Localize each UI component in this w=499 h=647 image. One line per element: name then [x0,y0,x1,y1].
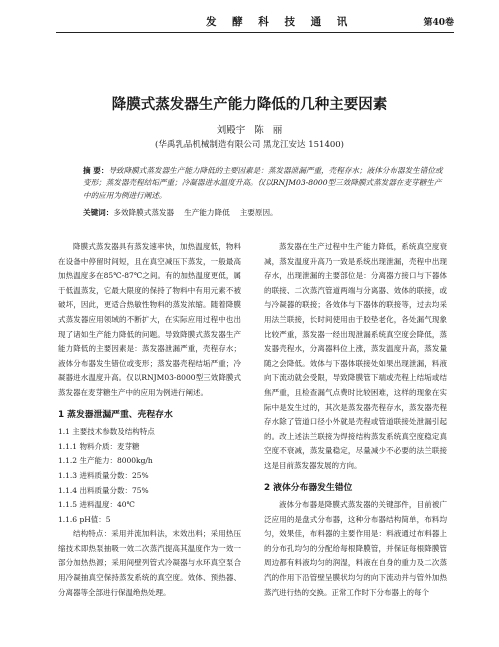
param-line: 1.1.2 生产能力：8000kg/h [58,456,153,466]
body-paragraph: 蒸发器在生产过程中生产能力降低，系统真空度衰减，蒸发温度升高乃一致是系统出现泄漏，壳程中出现存水，出现泄漏的主要部位是：分离器方接口与下器体的联接、二次蒸汽管道两端与分离器、效体的联接，或与冷凝器的联接；各效体与下器体的联接等，过去均采用法兰联接，长时间使用由于胶垫老化，各处漏气现象比较严重，蒸发器一经出现泄漏系统真空度会降低，蒸发器壳程水，分离器料位上涨，蒸发温度升高，蒸发量随之会降低。效体与下器体联接处如果出现泄漏，料液向下流动就会受限，导致降膜管下端或壳程上结垢或结焦严重，且检查漏气点费时比较困难，这样的现象在实际中是发生过的，其次是蒸发器壳程存水，蒸发器壳程存水除了管道口径小外就是壳程或管道联接处泄漏引起的。改上述法兰联接为焊接结构蒸发系统真空度稳定真空度不衰减，蒸发量稳定，尽量减少不必要的法兰联接这是目前蒸发器发展的方向。 [264,242,447,470]
structure-paragraph: 结构特点：采用并流加料法，末效出料；采用热压缩技术即热泵抽吸一效二次蒸汽提高其温度作为一效一部分加热热源；采用间壁列管式冷凝器与水环真空泵合用冷凝抽真空保持蒸发系统的真空度。效体、预热器、分离器等全部进行保温绝热处理。 [58,529,241,597]
keywords-label: 关键词： [83,208,114,217]
keyword: 主要原因。 [239,208,278,217]
keyword: 多效降膜式蒸发器 [113,208,175,217]
param-line: 1.1.4 出料质量分数：75% [58,485,149,495]
param-line: 1.1.6 pH值：5 [58,514,111,524]
right-column [264,240,447,600]
running-header [56,10,454,33]
affiliation: (华禹乳品机械制造有限公司 黑龙江安达 151400) [155,140,344,150]
keywords [83,207,449,219]
abstract-label: 摘 要： [83,166,109,175]
abstract [83,165,449,202]
section-1-heading: 1 蒸发器泄漏严重、壳程存水 [58,409,173,420]
param-line: 1.1.1 物料介质：麦芽糖 [58,441,140,451]
keyword: 生产能力降低 [184,208,230,217]
body-paragraph: 液体分布器是降膜式蒸发器的关键部件，目前被广泛应用的是盘式分布器，这种分布器结构简单，布料均匀，效果佳，布料器的主要作用是：料液通过布料器上的分布孔均匀的分配给每根降膜管，并保证每根降膜管周边都有料液均匀的润湿，料液在自身的重力及二次蒸汽的作用下沿管壁呈膜状均匀的向下流动并与管外加热蒸汽进行热的交换。正常工作时下分布器上的每个 [264,500,447,597]
param-line: 1.1.5 进料温度：40℃ [58,500,135,510]
volume-label: 第40卷 [423,18,454,28]
paper-title: 降膜式蒸发器生产能力降低的几种主要因素 [111,97,388,113]
authors: 刘殿宇 陈 丽 [216,125,283,136]
subsection-heading: 1.1 主要技术参数及结构特点 [58,427,155,437]
intro-paragraph: 降膜式蒸发器具有蒸发速率快，加热温度低，物料在设备中停留时间短，且在真空减压下蒸发，一般最高加热温度多在85℃-87℃之间。有的加热温度更低，属于低温蒸发，它最大限度的保持了物料中有用元素不被破坏，因此，更适合热敏性物料的蒸发浓缩。随着降膜式蒸发器应用领域的不断扩大，在实际应用过程中也出现了诸如生产能力降低的问题。导致降膜式蒸发器生产能力降低的主要因素是：蒸发器泄漏严重，壳程存水；液体分布器发生错位或变形；蒸发器壳程结垢严重；冷凝器进水温度升高。仅以RNJM03-8000型三效降膜式蒸发器在麦芽糖生产中的应用为例进行阐述。 [58,242,241,397]
section-2-heading: 2 液体分布器发生错位 [264,482,353,493]
param-line: 1.1.3 进料质量分数：25% [58,470,149,480]
abstract-text: 导致降膜式蒸发器生产能力降低的主要因素是：蒸发器泄漏严重，壳程存水；液体分布器发生错位或变形；蒸发器壳程结垢严重；冷凝器进水温度升高。仅以RNJM03-8000型三效降膜式蒸发器在麦芽糖生产中的应用为例进行阐述。 [83,166,443,200]
left-column [58,240,241,600]
journal-name: 发 酵 科 技 通 讯 [206,16,354,28]
